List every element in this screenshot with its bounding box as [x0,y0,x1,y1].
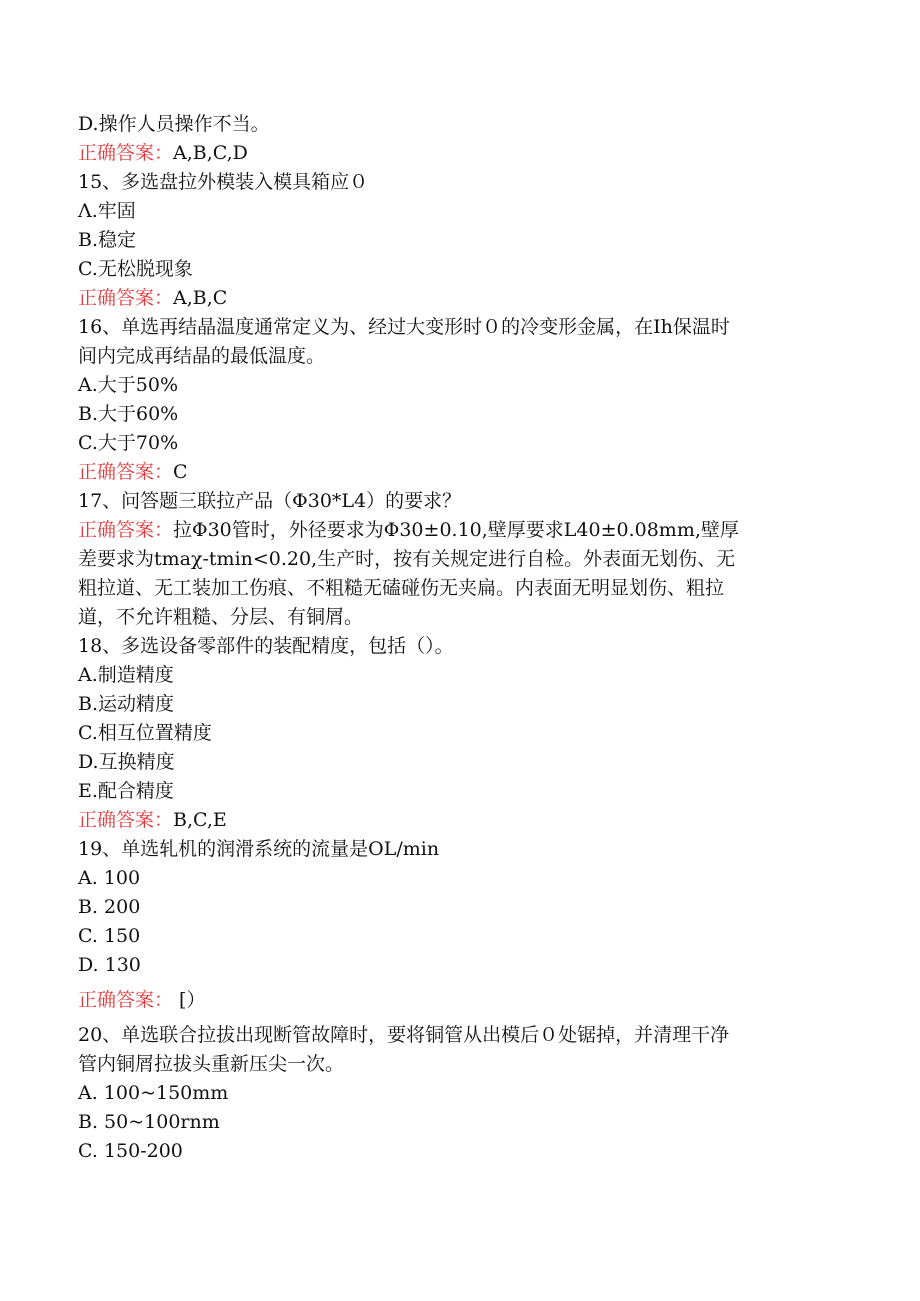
option-d: D. 130 [78,954,141,976]
option-c: C.无松脱现象 [78,258,193,280]
option-e: E.配合精度 [78,780,174,802]
option-a: A. 100 [78,867,141,889]
answer-line [78,284,838,313]
option-c: C.相互位置精度 [78,722,212,744]
answer-label: 正确答案： [78,809,174,831]
answer-line [78,986,838,1015]
answer-line [78,458,838,487]
answer-label: 正确答案： [78,142,174,164]
answer-line [78,139,838,168]
question-18-stem: 18、多选设备零部件的装配精度，包括（）。 [78,635,454,657]
answer-text-cont: 道，不允许粗糙、分层、有铜屑。 [78,606,364,628]
question-19-stem: 19、单选轧机的润滑系统的流量是OL/min [78,838,440,860]
option-b: B.稳定 [78,229,137,251]
answer-label: 正确答案： [78,461,174,483]
option-b: B.大于60% [78,403,179,425]
answer-line [78,806,838,835]
answer-value: [） [173,989,206,1011]
document-page [78,110,838,1166]
option-c: C.大于70% [78,432,179,454]
answer-label: 正确答案： [78,519,174,541]
question-16-stem: 16、单选再结晶温度通常定义为、经过大变形时０的冷变形金属，在Ih保温时 [78,316,730,338]
answer-value: B,C,E [173,809,227,831]
answer-text-cont: 差要求为tmaχ-tmin<0.20,生产时，按有关规定进行自检。外表面无划伤、无 [78,548,736,570]
question-15-stem: 15、多选盘拉外模装入模具箱应０ [78,171,369,193]
answer-label: 正确答案： [78,989,174,1011]
answer-value: C [173,461,188,483]
option-c: C. 150 [78,925,141,947]
option-a: A.制造精度 [78,664,174,686]
option-b: B.运动精度 [78,693,175,715]
answer-value: A,B,C,D [173,142,248,164]
answer-label: 正确答案： [78,287,174,309]
question-20-stem-cont: 管内铜屑拉拔头重新压尖一次。 [78,1053,345,1075]
answer-value: A,B,C [173,287,228,309]
question-16-stem-cont: 间内完成再结晶的最低温度。 [78,345,326,367]
answer-text: 拉Φ30管时，外径要求为Φ30±0.10,壁厚要求L40±0.08mm,壁厚 [173,519,739,541]
option-b: B. 50~100rnm [78,1111,220,1133]
option-d: D.互换精度 [78,751,175,773]
question-17-stem: 17、问答题三联拉产品（Φ30*L4）的要求？ [78,490,462,512]
option-d: D.操作人员操作不当。 [78,113,270,135]
option-a: A.大于50% [78,374,178,396]
option-b: B. 200 [78,896,141,918]
option-a: Λ.牢固 [78,200,136,222]
answer-text-cont: 粗拉道、无工装加工伤痕、不粗糙无磕碰伤无夹扁。内表面无明显划伤、粗拉 [78,577,725,599]
question-20-stem: 20、单选联合拉拔出现断管故障时，要将铜管从出模后０处锯掉，并清理干净 [78,1024,730,1046]
answer-line [78,516,838,545]
option-a: A. 100~150mm [78,1082,229,1104]
option-c: C. 150-200 [78,1140,183,1162]
